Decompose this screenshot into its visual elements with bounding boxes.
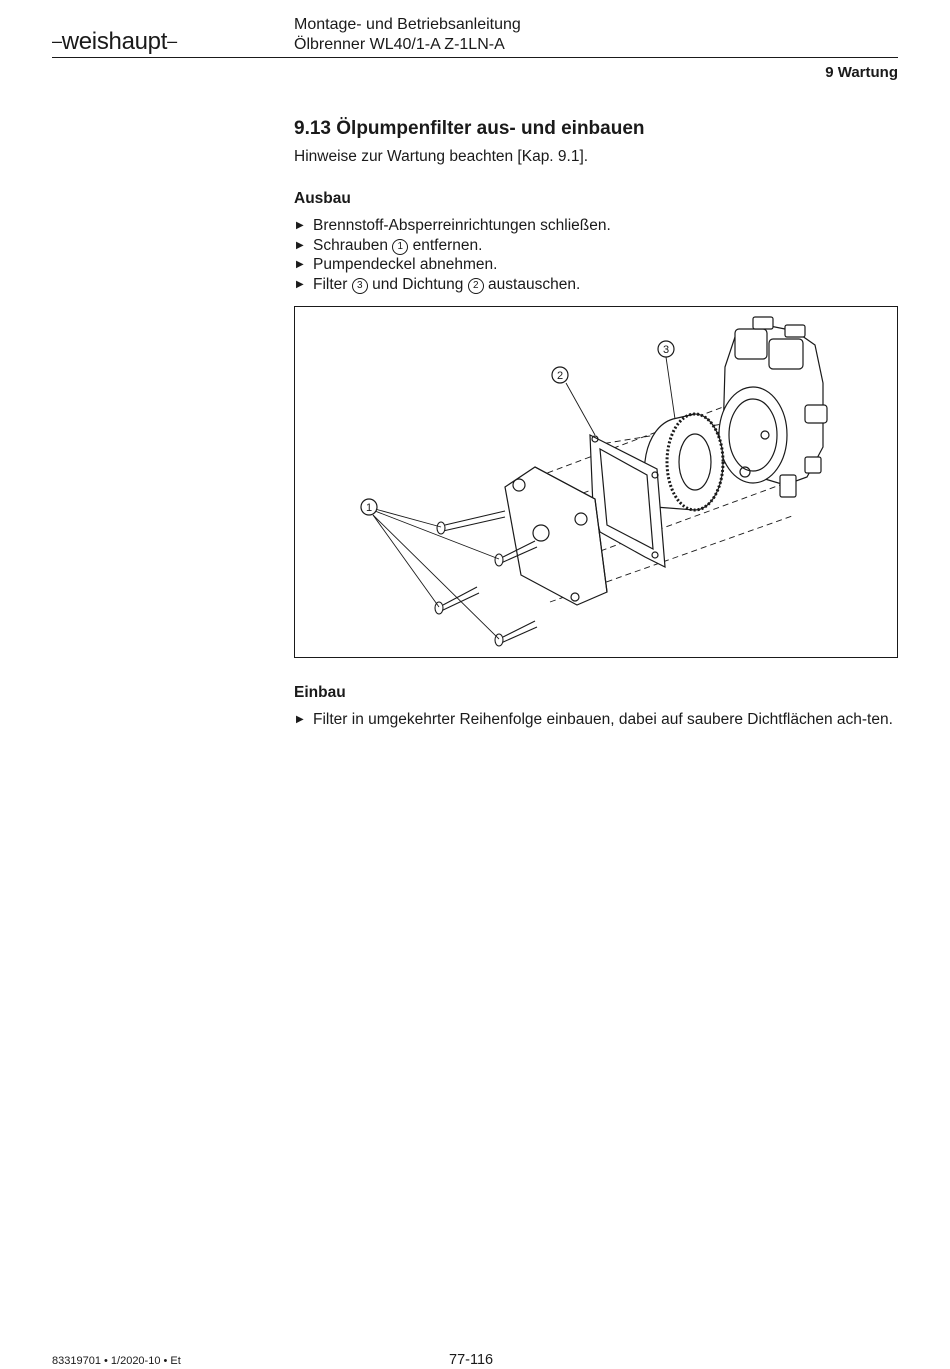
- step-text: Pumpendeckel abnehmen.: [313, 256, 498, 273]
- main-content: [294, 118, 898, 294]
- einbau-steps: [294, 710, 898, 730]
- einbau-heading: Einbau: [294, 684, 346, 701]
- document-header: [294, 15, 521, 55]
- ausbau-steps: [294, 216, 898, 294]
- oil-pump-body: [719, 317, 827, 497]
- step-text: austauschen.: [488, 275, 581, 293]
- ausbau-step: [294, 216, 898, 236]
- document-id: 83319701 • 1/2020-10 • Et: [52, 1355, 181, 1367]
- ausbau-step: [294, 236, 898, 256]
- header-title-line2: Ölbrenner WL40/1-A Z-1LN-A: [294, 36, 505, 53]
- reference-marker: 2: [468, 278, 484, 294]
- callout-2-label: 2: [556, 370, 564, 382]
- step-text: entfernen.: [412, 236, 483, 254]
- einbau-section: [294, 684, 898, 730]
- logo-text: weishaupt: [61, 28, 168, 55]
- header-title-line1: Montage- und Betriebsanleitung: [294, 16, 521, 33]
- reference-marker: 1: [392, 239, 408, 255]
- callout-3-label: 3: [662, 344, 670, 356]
- einbau-step: [294, 710, 898, 730]
- reference-marker: 3: [352, 278, 368, 294]
- maintenance-note: Hinweise zur Wartung beachten [Kap. 9.1].: [294, 148, 589, 165]
- exploded-view-drawing: [295, 307, 899, 659]
- section-label: 9 Wartung: [825, 64, 898, 81]
- step-text: Schrauben: [313, 236, 388, 254]
- page-number: 77-116: [449, 1352, 494, 1368]
- header-divider: [52, 57, 898, 58]
- page-heading: 9.13 Ölpumpenfilter aus- und einbauen: [294, 118, 645, 139]
- step-text: Filter: [313, 275, 348, 293]
- callout-1-label: 1: [365, 502, 373, 514]
- ausbau-step: [294, 275, 898, 295]
- pump-filter-figure: [294, 306, 898, 658]
- step-text: und Dichtung: [372, 275, 464, 293]
- ausbau-heading: Ausbau: [294, 190, 351, 207]
- brand-logo: –weishaupt–: [52, 28, 177, 55]
- ausbau-step: [294, 255, 898, 275]
- step-text: Filter in umgekehrter Reihenfolge einbauen, dabei auf saubere Dichtflächen ach-ten.: [313, 711, 893, 728]
- step-text: Brennstoff-Absperreinrichtungen schließen.: [313, 217, 611, 234]
